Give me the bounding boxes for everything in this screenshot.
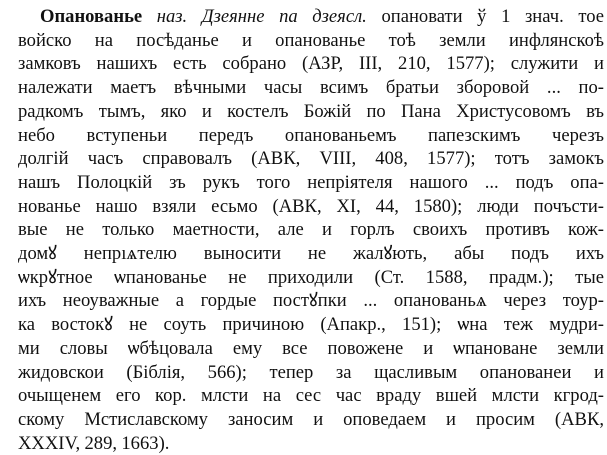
entry-line: XXXIV, 289, 1663). <box>18 432 170 454</box>
entry-line: войско на посѣданье и опанованье тоѣ земли инфлянскоѣ <box>18 29 604 51</box>
entry-line: нашъ Полоцкій зъ рукъ того непріятеля нашого ... подъ опа- <box>18 171 604 193</box>
entry-line: нованье нашо взяли есьмо (АВК, XI, 44, 1580); люди почъсти- <box>18 195 604 217</box>
entry-line: скому Мстиславскому заносим и оповедаем и просим (АВК, <box>18 408 604 430</box>
grammar-note: наз. Дзеянне па дзеясл. <box>156 6 367 27</box>
entry-line: небо вступеньи передъ опанованьемъ папезскимъ черезъ <box>18 124 604 146</box>
headword: Опанованье <box>40 6 143 27</box>
entry-line: належати маетъ вѣчными часы всимъ братьи зборовой ... по- <box>18 77 604 99</box>
entry-text: опановати ў 1 знач. тое <box>381 6 605 27</box>
entry-line: ѡкрꙋтное ѡпанованье не приходили (Ст. 1588, прадм.); тые <box>18 266 604 288</box>
entry-line: замковъ нашихъ есть собрано (АЗР, III, 210, 1577); служити и <box>18 53 604 75</box>
entry-line: радкомъ тымъ, яко и костелъ Божій по Пана Христусовомъ въ <box>18 100 604 122</box>
entry-line: жидовскои (Біблія, 566); тепер за щасливым опанованеи и <box>18 361 604 383</box>
entry-line: домꙋ непрıѧтелю выносити не жалꙋють, абы подъ ихъ <box>18 243 604 265</box>
dictionary-entry <box>18 5 604 455</box>
entry-line: ихъ неоуважные а гордые постꙋпки ... опанованьѧ через тоур- <box>18 290 604 312</box>
entry-line: долгій часъ справовалъ (АВК, VIII, 408, 1577); тотъ замокъ <box>18 148 604 170</box>
entry-line: ка востокꙋ не соуть причиною (Апакр., 151); ѡна теж мудри- <box>18 314 604 336</box>
entry-line-1 <box>18 5 604 29</box>
entry-line: ми словы ѡбѣцовала ему все повожене и ѡпановане земли <box>18 337 604 359</box>
entry-line: вые не только маетности, але и горлъ своихъ противъ кож- <box>18 219 604 241</box>
entry-line: очыщенем его кор. млсти на сес час враду вшей млсти кгрод- <box>18 385 604 407</box>
